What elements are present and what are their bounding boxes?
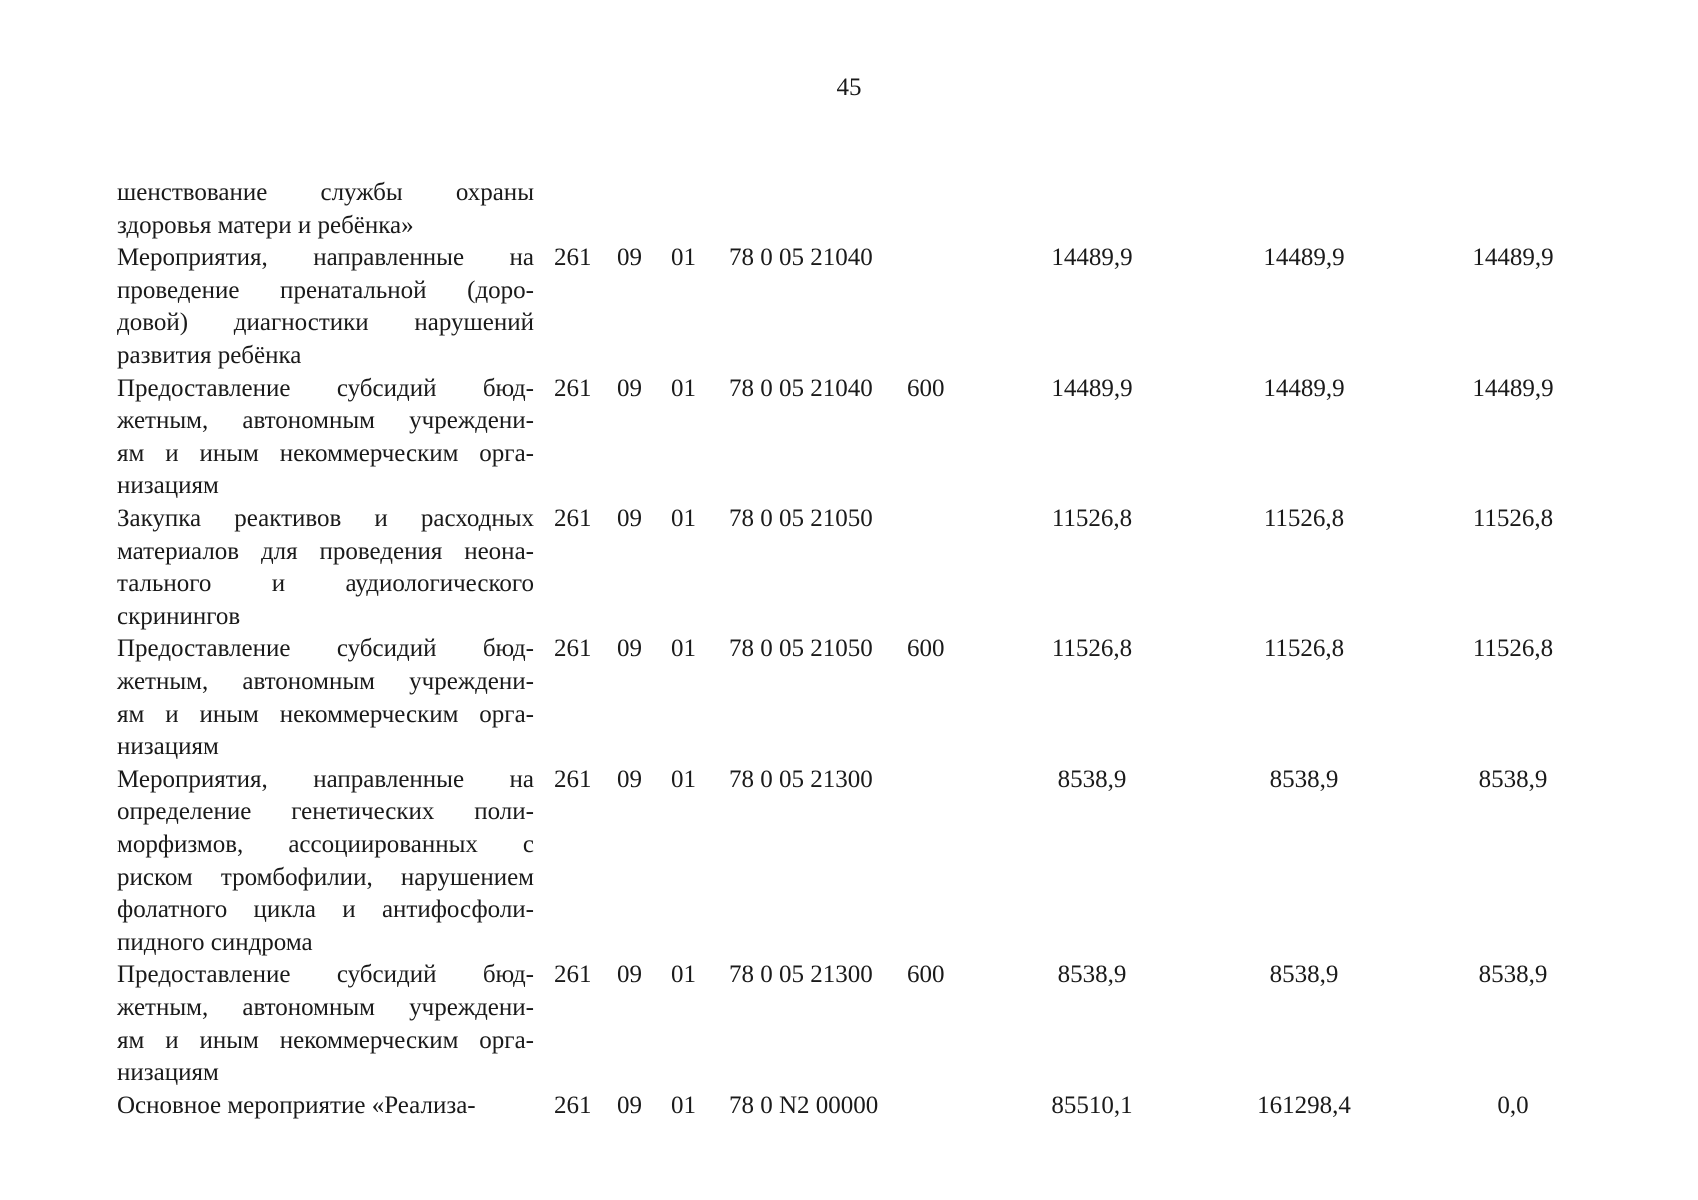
amount-year-1: 11526,8 bbox=[1051, 505, 1133, 532]
amount-year-2: 11526,8 bbox=[1263, 635, 1345, 663]
amount-year-3: 0,0 bbox=[1497, 1091, 1529, 1119]
admin-code: 261 bbox=[554, 244, 592, 272]
section-code: 09 bbox=[617, 374, 642, 402]
row-name-line: здоровья матери и ребёнка» bbox=[117, 211, 414, 239]
row-name-line: определение генетических поли- bbox=[117, 798, 534, 826]
row-name bbox=[117, 177, 534, 242]
row-name-line: довой) диагностики нарушений bbox=[117, 309, 534, 337]
expense-type-code: 600 bbox=[907, 635, 945, 663]
section-code: 09 bbox=[617, 765, 642, 793]
row-name-line: низациям bbox=[117, 1059, 219, 1087]
admin-code: 261 bbox=[554, 1091, 592, 1119]
amount-year-2: 161298,4 bbox=[1257, 1091, 1351, 1119]
row-name-line: низациям bbox=[117, 733, 219, 761]
amount-year-3: 11526,8 bbox=[1472, 505, 1554, 532]
amount-year-2: 11526,8 bbox=[1263, 505, 1345, 532]
section-code: 09 bbox=[617, 244, 642, 272]
amount-year-2: 8538,9 bbox=[1269, 961, 1339, 989]
admin-code: 261 bbox=[554, 374, 592, 402]
row-name-line: пидного синдрома bbox=[117, 928, 313, 956]
target-article-code: 78 0 05 21300 bbox=[729, 961, 873, 989]
row-name bbox=[117, 242, 534, 372]
page-number: 45 bbox=[836, 74, 862, 101]
amount-year-1: 8538,9 bbox=[1057, 765, 1127, 793]
row-name-line: ям и иным некоммерческим орга- bbox=[117, 1026, 534, 1054]
section-code: 09 bbox=[617, 505, 642, 532]
amount-year-1: 8538,9 bbox=[1057, 961, 1127, 989]
target-article-code: 78 0 05 21300 bbox=[729, 765, 873, 793]
row-name bbox=[117, 373, 534, 503]
amount-year-1: 14489,9 bbox=[1051, 244, 1133, 272]
row-name-line: ям и иным некоммерческим орга- bbox=[117, 700, 534, 728]
row-name bbox=[117, 503, 534, 633]
row-name-line: фолатного цикла и антифосфоли- bbox=[117, 896, 534, 924]
admin-code: 261 bbox=[554, 635, 592, 663]
subsection-code: 01 bbox=[671, 1091, 696, 1119]
row-name bbox=[117, 1090, 534, 1123]
row-name-line: Мероприятия, направленные на bbox=[117, 244, 534, 272]
row-name-line: Закупка реактивов и расходных bbox=[117, 505, 534, 532]
section-code: 09 bbox=[617, 961, 642, 989]
row-name-line: скринингов bbox=[117, 602, 241, 630]
amount-year-3: 11526,8 bbox=[1472, 635, 1554, 663]
row-name-line: Предоставление субсидий бюд- bbox=[117, 635, 534, 663]
expense-type-code: 600 bbox=[907, 374, 945, 402]
subsection-code: 01 bbox=[671, 505, 696, 532]
amount-year-1: 14489,9 bbox=[1051, 374, 1133, 402]
admin-code: 261 bbox=[554, 765, 592, 793]
amount-year-3: 14489,9 bbox=[1472, 244, 1554, 272]
admin-code: 261 bbox=[554, 961, 592, 989]
row-name bbox=[117, 633, 534, 763]
row-name-line: риском тромбофилии, нарушением bbox=[117, 863, 534, 891]
target-article-code: 78 0 05 21040 bbox=[729, 244, 873, 272]
row-name-line: Предоставление субсидий бюд- bbox=[117, 374, 534, 402]
subsection-code: 01 bbox=[671, 635, 696, 663]
amount-year-2: 14489,9 bbox=[1263, 244, 1345, 272]
subsection-code: 01 bbox=[671, 765, 696, 793]
row-name-line: материалов для проведения неона- bbox=[117, 537, 534, 565]
row-name-line: жетным, автономным учреждени- bbox=[117, 993, 534, 1021]
amount-year-2: 14489,9 bbox=[1263, 374, 1345, 402]
amount-year-1: 11526,8 bbox=[1051, 635, 1133, 663]
amount-year-2: 8538,9 bbox=[1269, 765, 1339, 793]
row-name bbox=[117, 764, 534, 960]
subsection-code: 01 bbox=[671, 961, 696, 989]
amount-year-3: 8538,9 bbox=[1478, 961, 1548, 989]
row-name-line: морфизмов, ассоциированных с bbox=[117, 830, 534, 858]
expense-type-code: 600 bbox=[907, 961, 945, 989]
row-name-line: Мероприятия, направленные на bbox=[117, 765, 534, 793]
row-name-line: шенствование службы охраны bbox=[117, 179, 534, 206]
row-name-line: низациям bbox=[117, 472, 219, 500]
row-name-line: тального и аудиологического bbox=[117, 570, 534, 598]
row-name-line: Основное мероприятие «Реализа- bbox=[117, 1091, 476, 1119]
subsection-code: 01 bbox=[671, 374, 696, 402]
target-article-code: 78 0 N2 00000 bbox=[729, 1091, 879, 1119]
row-name-line: жетным, автономным учреждени- bbox=[117, 407, 534, 435]
amount-year-3: 14489,9 bbox=[1472, 374, 1554, 402]
target-article-code: 78 0 05 21040 bbox=[729, 374, 873, 402]
row-name-line: проведение пренатальной (доро- bbox=[117, 276, 534, 304]
row-name-line: развития ребёнка bbox=[117, 341, 302, 369]
row-name bbox=[117, 959, 534, 1089]
subsection-code: 01 bbox=[671, 244, 696, 272]
row-name-line: жетным, автономным учреждени- bbox=[117, 667, 534, 695]
row-name-line: Предоставление субсидий бюд- bbox=[117, 961, 534, 989]
amount-year-3: 8538,9 bbox=[1478, 765, 1548, 793]
amount-year-1: 85510,1 bbox=[1051, 1091, 1133, 1119]
row-name-line: ям и иным некоммерческим орга- bbox=[117, 439, 534, 467]
target-article-code: 78 0 05 21050 bbox=[729, 635, 873, 663]
section-code: 09 bbox=[617, 1091, 642, 1119]
admin-code: 261 bbox=[554, 505, 592, 532]
target-article-code: 78 0 05 21050 bbox=[729, 505, 873, 532]
section-code: 09 bbox=[617, 635, 642, 663]
